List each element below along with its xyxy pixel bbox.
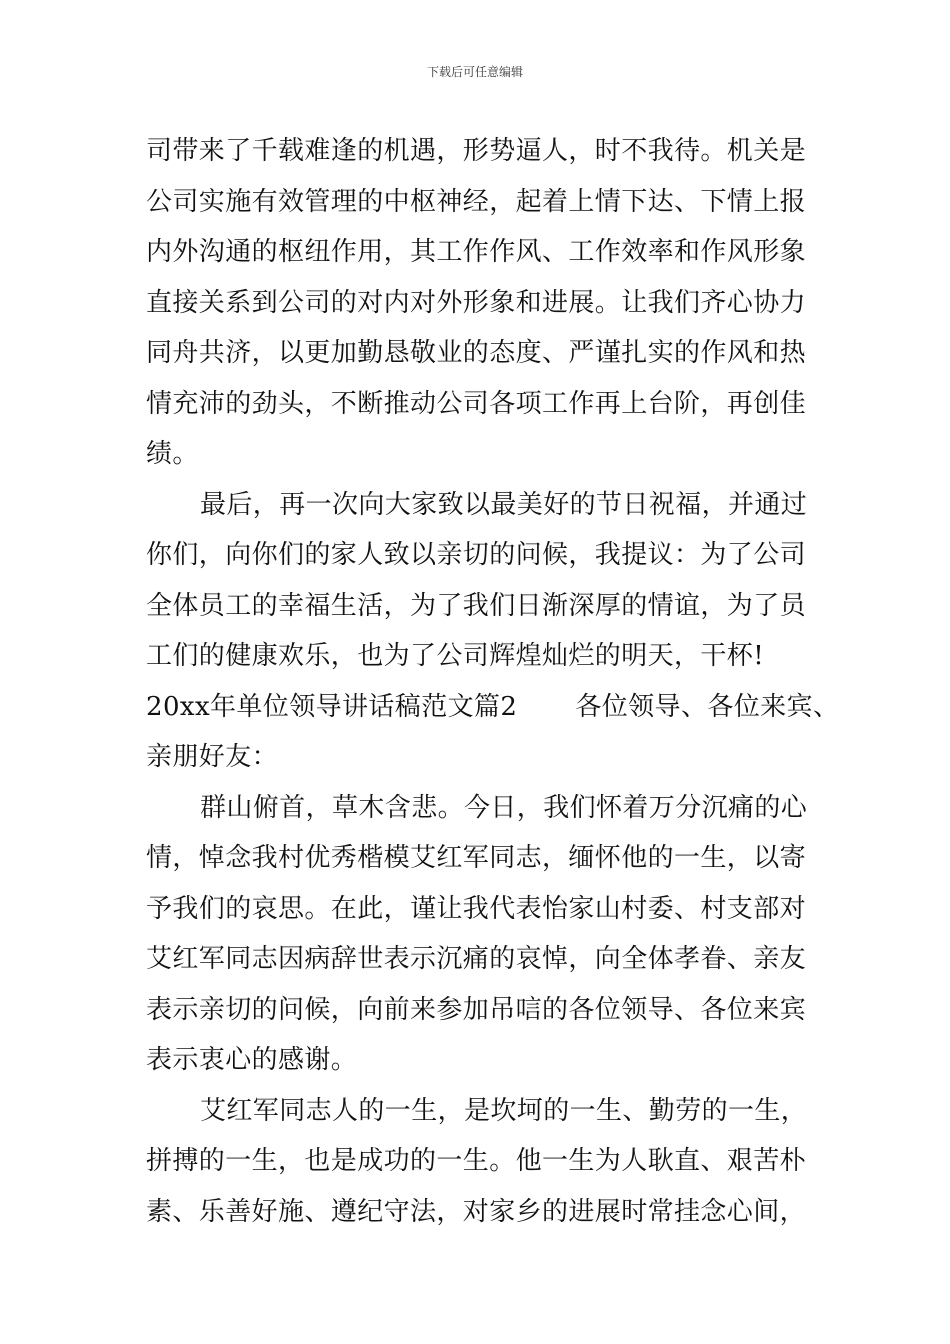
text-line: 绩。	[146, 439, 199, 469]
text-line: 表示衷心的感谢。	[146, 1045, 358, 1075]
text-line: 内外沟通的枢纽作用，其工作作风、工作效率和作风形象	[146, 237, 807, 267]
text-line: 司带来了千载难逢的机遇，形势逼人，时不我待。机关是	[146, 136, 807, 166]
greeting-text: 各位领导、各位来宾、	[575, 691, 840, 722]
text-line: 全体员工的幸福生活，为了我们日渐深厚的情谊，为了员	[146, 590, 807, 621]
page-header: 下载后可任意编辑	[426, 65, 523, 79]
text-line: 予我们的哀思。在此，谨让我代表怡家山村委、村支部对	[146, 893, 807, 924]
paragraph-start-line: 艾红军同志人的一生，是坎坷的一生、勤劳的一生，	[200, 1095, 808, 1126]
text-line: 素、乐善好施、遵纪守法，对家乡的进展时常挂念心间，	[146, 1196, 807, 1227]
text-line: 公司实施有效管理的中枢神经，起着上情下达、下情上报	[146, 186, 807, 217]
text-line: 直接关系到公司的对内对外形象和进展。让我们齐心协力	[146, 287, 807, 318]
text-line: 同舟共济，以更加勤恳敬业的态度、严谨扎实的作风和热	[146, 338, 807, 368]
text-line: 情充沛的劲头，不断推动公司各项工作再上台阶，再创佳	[146, 388, 807, 419]
text-line: 情，悼念我村优秀楷模艾红军同志，缅怀他的一生，以寄	[146, 843, 807, 873]
paragraph-start-line: 群山俯首，草木含悲。今日，我们怀着万分沉痛的心	[200, 792, 808, 823]
text-line: 亲朋好友：	[146, 742, 279, 772]
text-line: 表示亲切的问候，向前来参加吊唁的各位领导、各位来宾	[146, 994, 807, 1025]
section-heading-line	[146, 682, 840, 733]
text-line: 工们的健康欢乐，也为了公司辉煌灿烂的明天，干杯!	[146, 641, 765, 671]
text-line: 艾红军同志因病辞世表示沉痛的哀悼，向全体孝眷、亲友	[146, 944, 807, 974]
text-line: 拼搏的一生，也是成功的一生。他一生为人耿直、艰苦朴	[146, 1146, 807, 1176]
text-line: 你们，向你们的家人致以亲切的问候，我提议：为了公司	[146, 540, 807, 570]
paragraph-start-line: 最后，再一次向大家致以最美好的节日祝福，并通过	[200, 489, 808, 520]
document-body	[146, 126, 840, 1237]
section-title: 20xx年单位领导讲话稿范文篇2	[146, 691, 518, 722]
